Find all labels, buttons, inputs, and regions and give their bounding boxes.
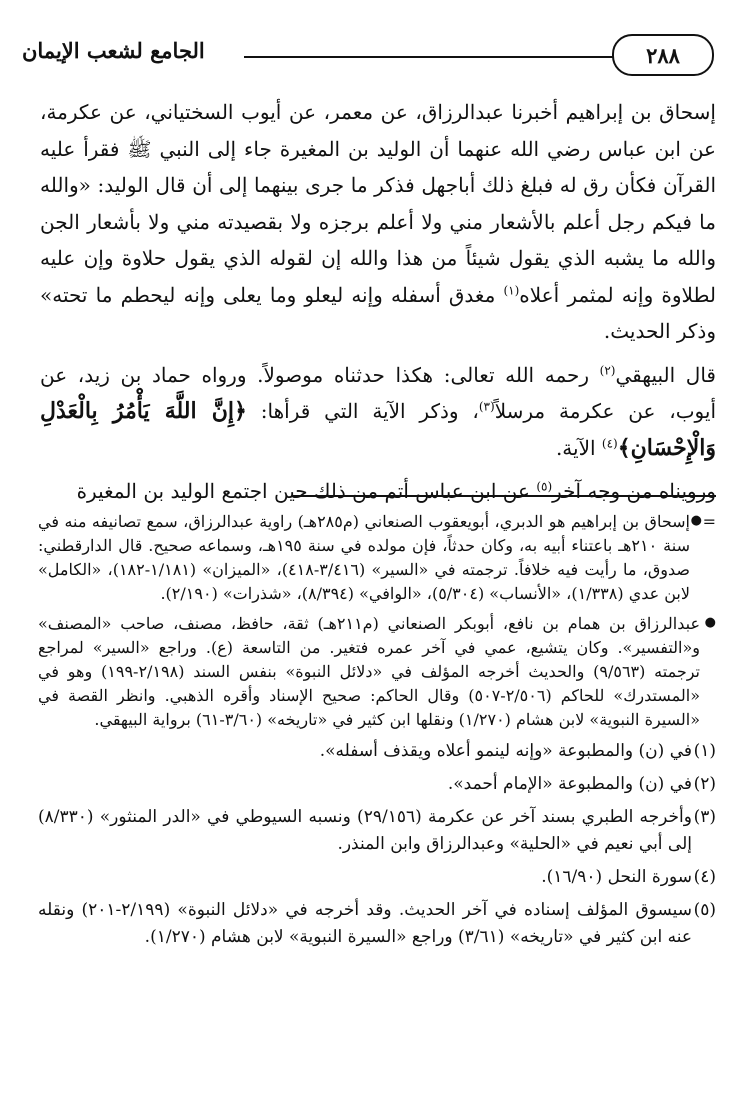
footnote-text: في (ن) والمطبوعة «الإمام أحمد». bbox=[447, 774, 692, 794]
footnote-number: (٤) bbox=[693, 867, 716, 887]
footnote-number: (٢) bbox=[693, 774, 716, 794]
paragraph-1 bbox=[40, 94, 716, 350]
paragraph-1-end: مغدق أسفله وإنه ليعلو وما يعلى وإنه ليحطم ما تحته» وذكر الحديث. bbox=[40, 282, 716, 343]
footnote-number: (٣) bbox=[693, 807, 716, 827]
footnote-text: وأخرجه الطبري بسند آخر عن عكرمة (٢٩/١٥٦) ونسبه السيوطي في «الدر المنثور» (٨/٣٣٠) إلى أبي نعيم في «الحلية» وعبدالرزاق وابن المنذر. bbox=[38, 807, 692, 854]
page-header bbox=[22, 30, 714, 94]
footnote-2 bbox=[38, 771, 716, 798]
footnote-text: في (ن) والمطبوعة «وإنه لينمو أعلاه ويقذف أسفله». bbox=[319, 741, 692, 761]
paragraph-1-text: إسحاق بن إبراهيم أخبرنا عبدالرزاق، عن معمر، عن أيوب السختياني، عن عكرمة، عن ابن عباس رضي الله عنهما أن الوليد بن المغيرة جاء إلى النبي ﷺ فقرأ عليه القرآن فكأن رق له فبلغ ذلك أباجهل فذكر ما جرى بينهما إلى أن قال الوليد: «والله ما فيكم رجل أعلم بالأشعار مني ولا أعلم برجزه ولا بقصيدته مني ولا بأشعار الجن والله ما يشبه الذي يقول شيئاً من هذا والله إن لقوله الذي يقول حلاوة وإن عليه لطلاوة وإنه لمثمر أعلاه bbox=[40, 100, 716, 307]
paragraph-2-mid: رحمه الله تعالى: هكذا حدثناه موصولاً. ورواه حماد بن زيد، عن أيوب، عن عكرمة مرسلاً bbox=[40, 362, 716, 423]
paragraph-3 bbox=[40, 473, 716, 510]
footnote-4 bbox=[38, 864, 716, 891]
footnote-ref-5: (٥) bbox=[536, 479, 553, 494]
paragraph-3-start: ورويناه من وجه آخر bbox=[552, 479, 716, 503]
bullet-icon: ● bbox=[704, 615, 716, 630]
footnote-text: سيسوق المؤلف إسناده في آخر الحديث. وقد أخرجه في «دلائل النبوة» (٢/١٩٩-٢٠١) ونقله عنه ابن كثير في «تاريخه» (٣/٦١) وراجع «السيرة النبوية» لابن هشام (١/٢٧٠). bbox=[38, 900, 692, 947]
main-text bbox=[40, 94, 716, 517]
footnote-3 bbox=[38, 804, 716, 858]
footnote-text: سورة النحل (١٦/٩٠). bbox=[541, 867, 692, 887]
paragraph-2-start: قال البيهقي bbox=[615, 362, 716, 387]
biography-note-2 bbox=[38, 612, 716, 732]
biography-note-1 bbox=[38, 510, 716, 606]
footnote-1 bbox=[38, 738, 716, 765]
paragraph-3-end: عن ابن عباس أتم من ذلك حين اجتمع الوليد بن المغيرة bbox=[76, 479, 537, 503]
footnote-ref-3: (٣) bbox=[478, 399, 495, 414]
quran-verse: ﴿إِنَّ اللَّهَ يَأْمُرُ بِالْعَدْلِ وَالْإِحْسَانِ﴾ bbox=[40, 398, 716, 461]
bullet-icon: ● bbox=[690, 513, 702, 528]
footnote-5 bbox=[38, 897, 716, 951]
running-title: الجامع لشعب الإيمان bbox=[22, 38, 205, 63]
continuation-mark: = bbox=[702, 512, 716, 531]
page-number: ٢٨٨ bbox=[612, 34, 714, 76]
paragraph-2-end: الآية. bbox=[555, 435, 602, 460]
footnote-separator bbox=[292, 495, 716, 497]
biography-note-2-text: عبدالرزاق بن همام بن نافع، أبوبكر الصنعاني (م٢١١هـ) ثقة، حافظ، مصنف، صاحب «المصنف» و«التفسير». وكان يتشيع، عمي في آخر عمره فتغير. من التاسعة (ع). وراجع «السير» لمراجع ترجمته (٩/٥٦٣) والحديث أخرجه المؤلف في «دلائل النبوة» بنفس السند (٢/١٩٨-١٩٩) وهو في «المستدرك» للحاكم (٢/٥٠٦-٥٠٧) وقال الحاكم: صحيح الإسناد وأقره الذهبي. وانظر القصة في «السيرة النبوية» لابن هشام (١/٢٧٠) ونقلها ابن كثير في «تاريخه» (٣/٦٠-٦١) برواية البيهقي. bbox=[38, 614, 701, 729]
footnote-number: (١) bbox=[693, 741, 716, 761]
header-rule bbox=[244, 56, 614, 58]
footnote-ref-4: (٤) bbox=[601, 435, 618, 450]
footnote-number: (٥) bbox=[693, 900, 716, 920]
footnote-ref-2: (٢) bbox=[599, 362, 616, 377]
footnote-ref-1: (١) bbox=[503, 282, 520, 297]
paragraph-2-mid2: ، وذكر الآية التي قرأها: bbox=[246, 399, 479, 423]
biography-note-1-text: إسحاق بن إبراهيم هو الدبري، أبويعقوب الصنعاني (م٢٨٥هـ) راوية عبدالرزاق، سمع تصانيفه منه في سنة ٢١٠هـ باعتناء أبيه به، وكان حدثاً، فإن مولده في سنة ١٩٥هـ، وسماعه صحيح. قال الدارقطني: صدوق، ما رأيت فيه خلافاً. ترجمته في «السير» (٣/٤١٦-٤١٨)، «الميزان» (١/١٨١-١٨٢)، «الكامل» لابن عدي (١/٣٣٨)، «الأنساب» (٥/٣٠٤)، «الوافي» (٨/٣٩٤)، «شذرات» (٢/١٩٠). bbox=[38, 512, 690, 603]
footnotes bbox=[38, 510, 716, 957]
paragraph-2 bbox=[40, 357, 716, 467]
